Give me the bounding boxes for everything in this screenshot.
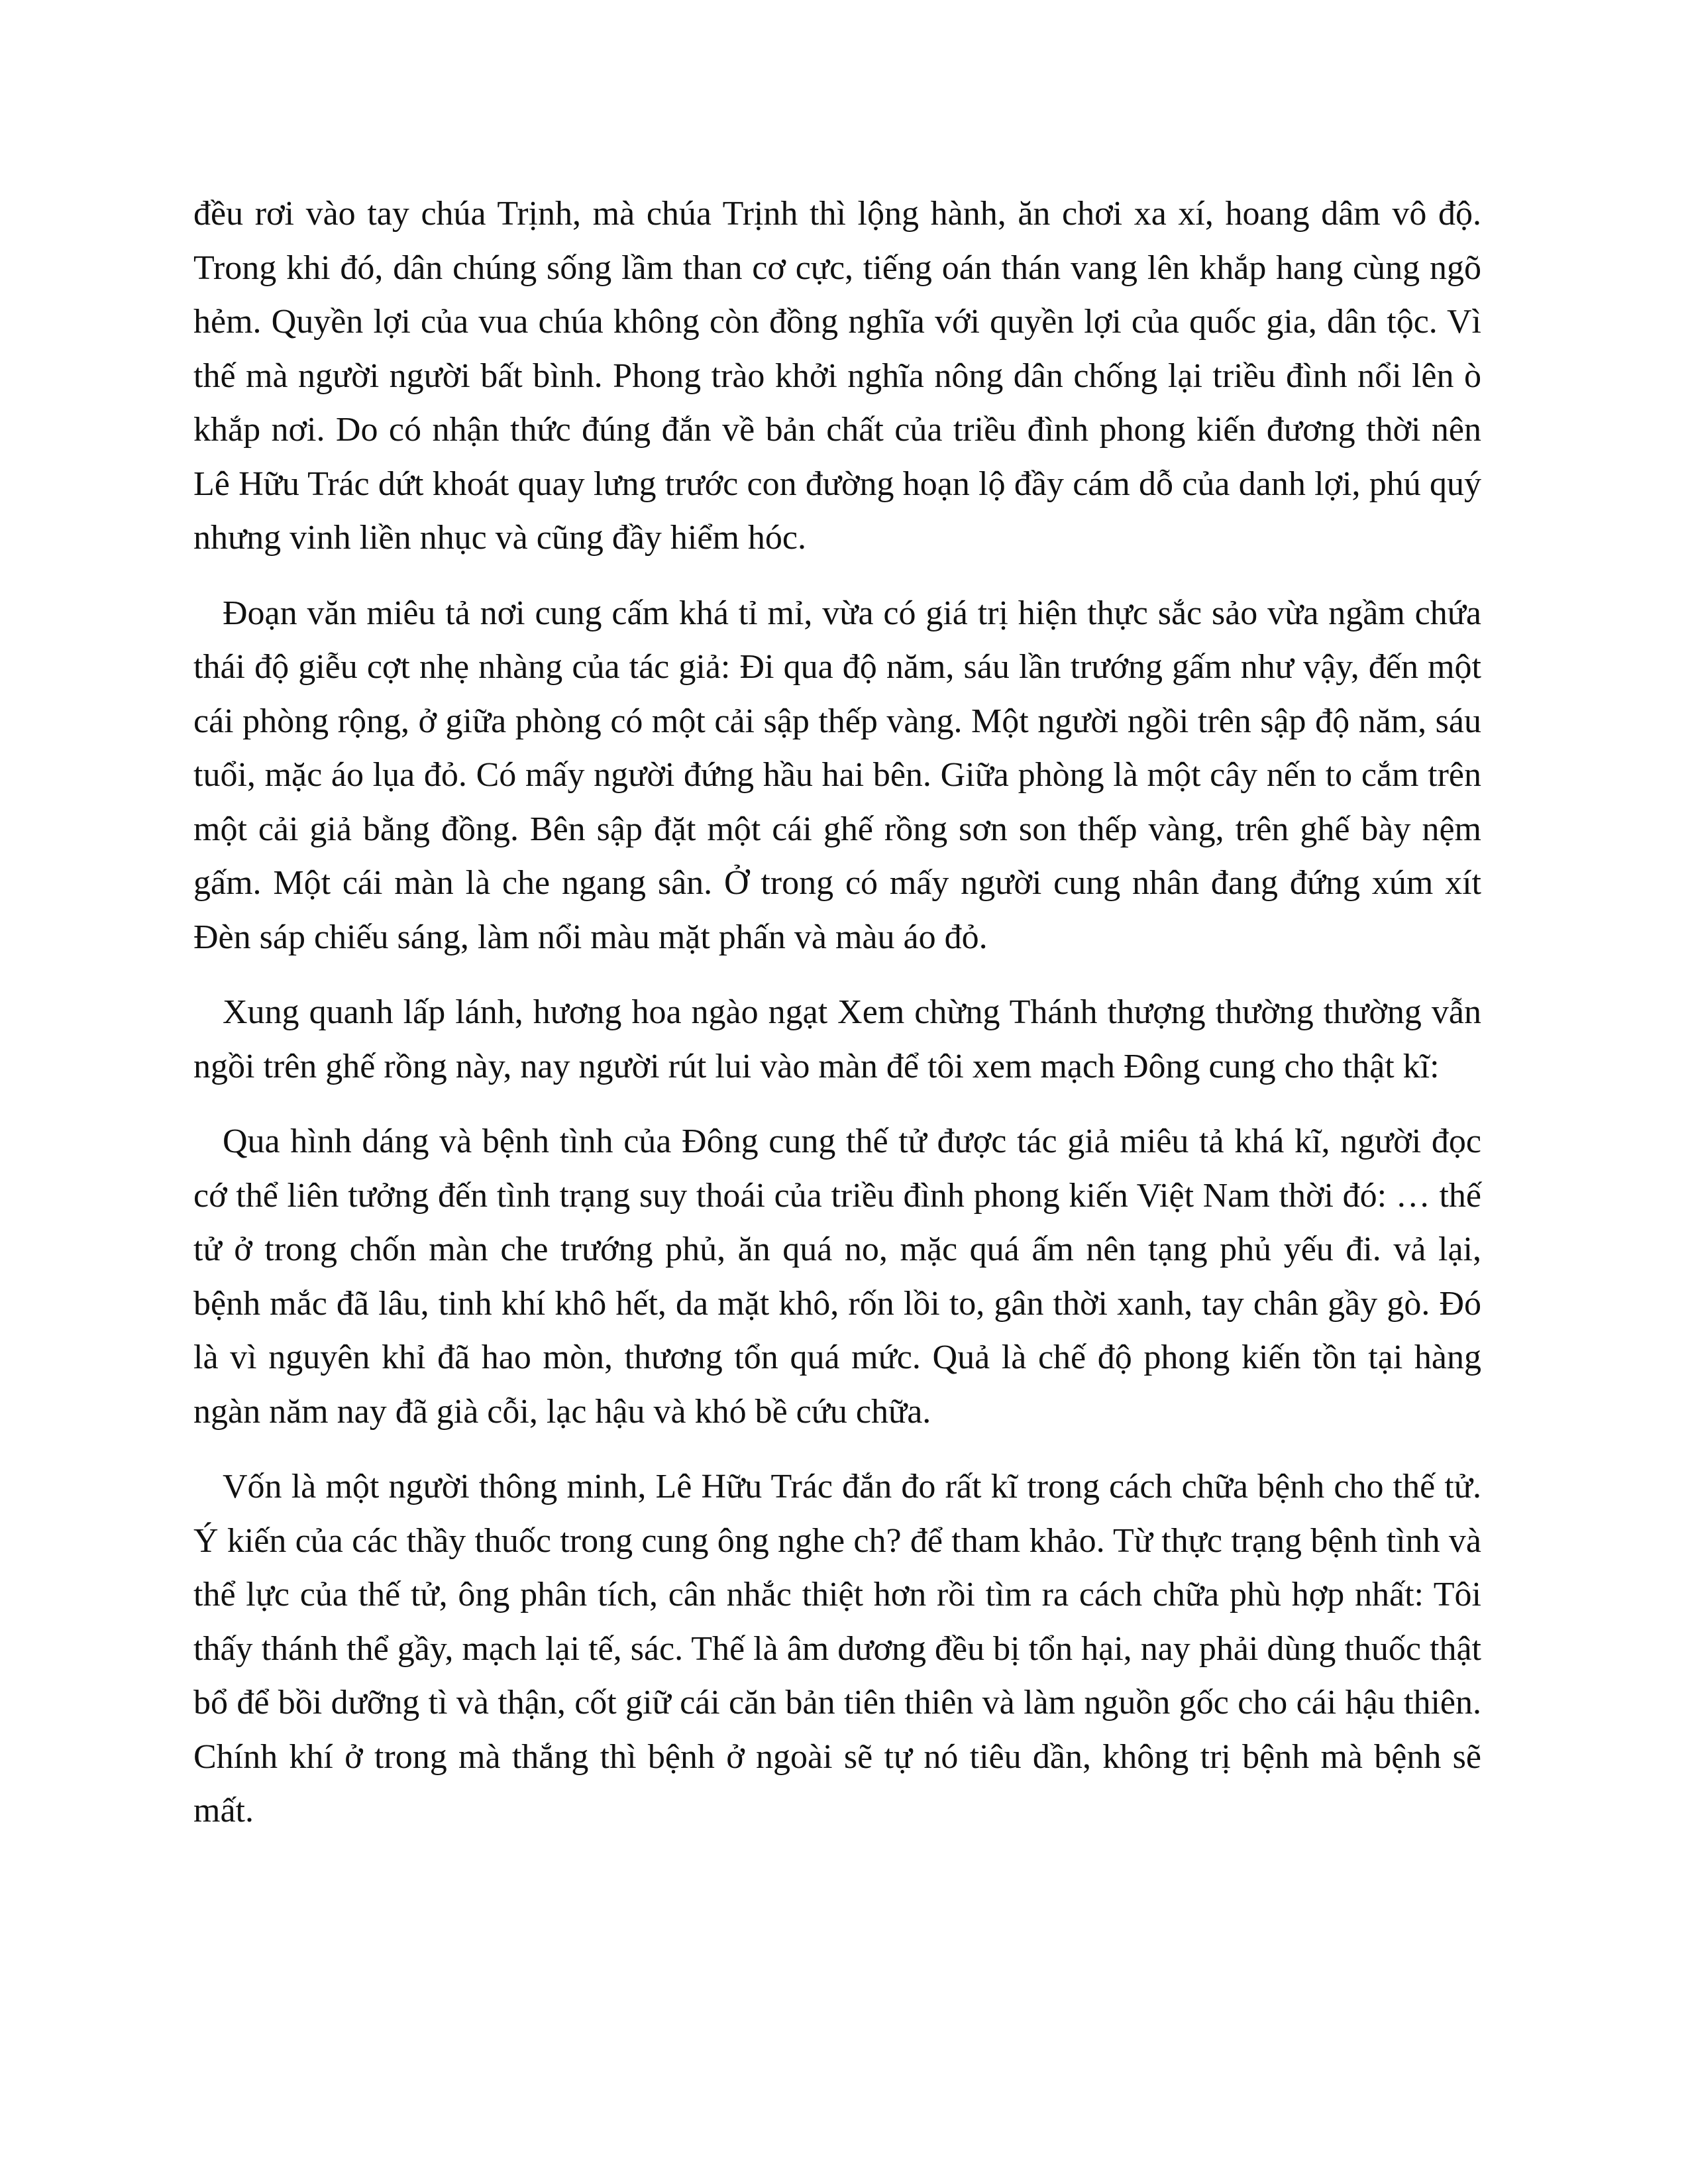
paragraph-2: Đoạn văn miêu tả nơi cung cấm khá tỉ mỉ, vừa có giá trị hiện thực sắc sảo vừa ngầm chứa thái độ giễu cợt nhẹ nhàng của tác giả: Đi qua độ năm, sáu lần trướng gấm như vậy, đến một cái phòng rộng, ở giữa phòng có một cải sập thếp vàng. Một người ngồi trên sập độ năm, sáu tuổi, mặc áo lụa đỏ. Có mấy người đứng hầu hai bên. Giữa phòng là một cây nến to cắm trên một cải giả bằng đồng. Bên sập đặt một cái ghế rồng sơn son thếp vàng, trên ghế bày nệm gấm. Một cái màn là che ngang sân. Ở trong có mấy người cung nhân đang đứng xúm xít Đèn sáp chiếu sáng, làm nổi màu mặt phấn và màu áo đỏ. [193, 594, 1481, 956]
document-body [193, 187, 1481, 1859]
paragraph-1: đều rơi vào tay chúa Trịnh, mà chúa Trịnh thì lộng hành, ăn chơi xa xí, hoang dâm vô độ. Trong khi đó, dân chúng sống lầm than cơ cực, tiếng oán thán vang lên khắp hang cùng ngõ hẻm. Quyền lợi của vua chúa không còn đồng nghĩa với quyền lợi của quốc gia, dân tộc. Vì thế mà người người bất bình. Phong trào khởi nghĩa nông dân chống lại triều đình nổi lên ò khắp nơi. Do có nhận thức đúng đắn về bản chất của triều đình phong kiến đương thời nên Lê Hữu Trác dứt khoát quay lưng trước con đường hoạn lộ đầy cám dỗ của danh lợi, phú quý nhưng vinh liền nhục và cũng đầy hiểm hóc. [193, 195, 1481, 557]
paragraph-3: Xung quanh lấp lánh, hương hoa ngào ngạt Xem chừng Thánh thượng thường thường vẫn ngồi trên ghế rồng này, nay người rút lui vào màn để tôi xem mạch Đông cung cho thật kĩ: [193, 993, 1481, 1085]
paragraph-5: Vốn là một người thông minh, Lê Hữu Trác đắn đo rất kĩ trong cách chữa bệnh cho thế tử. Ý kiến của các thầy thuốc trong cung ông nghe ch? để tham khảo. Từ thực trạng bệnh tình và thể lực của thế tử, ông phân tích, cân nhắc thiệt hơn rồi tìm ra cách chữa phù hợp nhất: Tôi thấy thánh thể gầy, mạch lại tế, sác. Thế là âm dương đều bị tổn hại, nay phải dùng thuốc thật bổ để bồi dưỡng tì và thận, cốt giữ cái căn bản tiên thiên và làm nguồn gốc cho cái hậu thiên. Chính khí ở trong mà thắng thì bệnh ở ngoài sẽ tự nó tiêu dần, không trị bệnh mà bệnh sẽ mất. [193, 1468, 1481, 1829]
paragraph-4: Qua hình dáng và bệnh tình của Đông cung thế tử được tác giả miêu tả khá kĩ, người đọc cớ thể liên tưởng đến tình trạng suy thoái của triều đình phong kiến Việt Nam thời đó: … thế tử ở trong chốn màn che trướng phủ, ăn quá no, mặc quá ấm nên tạng phủ yếu đi. vả lại, bệnh mắc đã lâu, tinh khí khô hết, da mặt khô, rốn lồi to, gân thời xanh, tay chân gầy gò. Đó là vì nguyên khỉ đã hao mòn, thương tổn quá mức. Quả là chế độ phong kiến tồn tại hàng ngàn năm nay đã già cỗi, lạc hậu và khó bề cứu chữa. [193, 1122, 1481, 1431]
